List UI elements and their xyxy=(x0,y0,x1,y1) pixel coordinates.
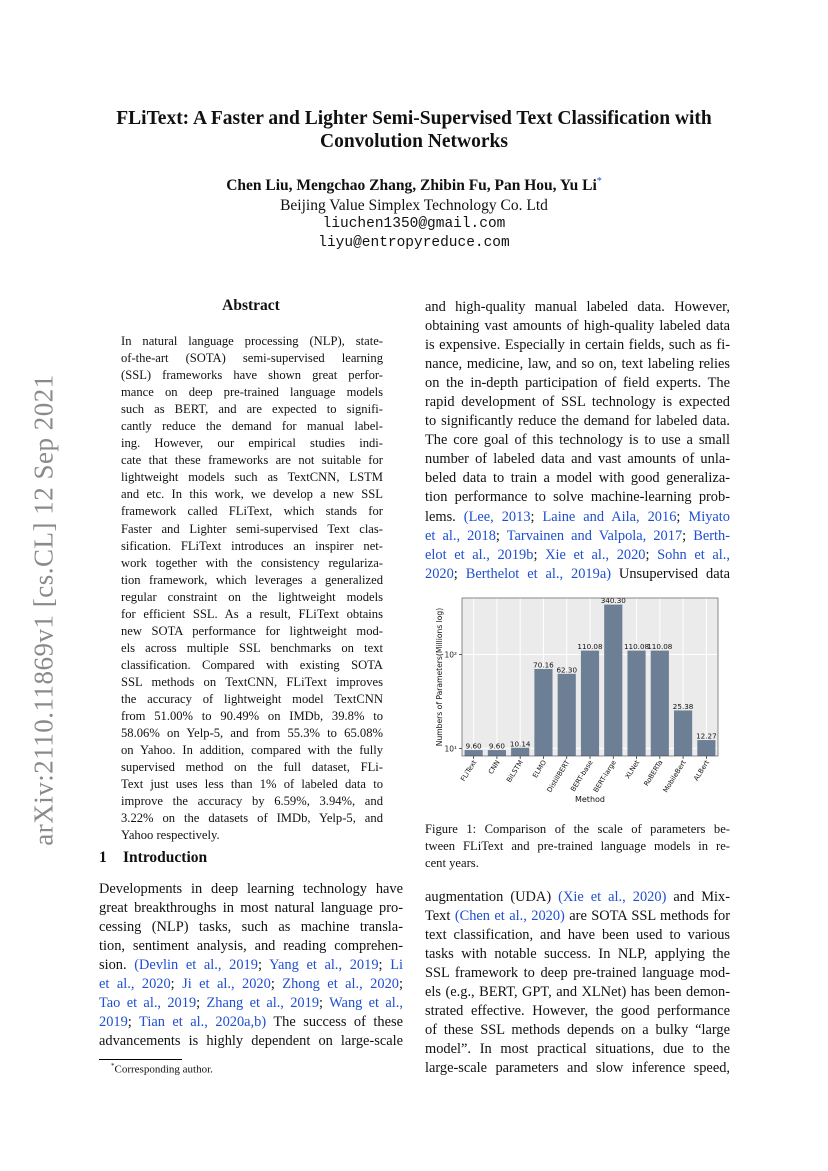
citation-link[interactable]: Zhong et al., 2020 xyxy=(282,976,399,993)
text-line xyxy=(425,469,730,488)
text-run: obtaining vast amounts of high-quality labeled data xyxy=(425,318,730,335)
bar-value-label: 9.60 xyxy=(465,741,482,751)
abstract-line: the accuracy of lightweight model TextCNN xyxy=(121,691,383,706)
text-line xyxy=(425,355,730,374)
text-run: Unsupervised data xyxy=(611,565,730,582)
citation-link[interactable]: Zhang et al., 2019 xyxy=(206,995,320,1012)
abstract-line: 58.06% on Yelp-5, and from 55.3% to 65.08% xyxy=(121,726,383,741)
text-run: ; xyxy=(270,976,283,993)
abstract-line: mance on deep pre-trained language models xyxy=(121,385,383,400)
text-run: sion. xyxy=(99,957,135,974)
text-run: model”. In most practical situations, due to the xyxy=(425,1041,730,1058)
text-run: ; xyxy=(533,546,546,563)
citation-link[interactable]: et al., 2020 xyxy=(99,976,171,993)
right-column-top-text xyxy=(425,298,730,584)
text-run: cessing (NLP) tasks, such as machine transla- xyxy=(99,919,403,936)
text-run: ; xyxy=(453,565,466,582)
text-run: beled data to train a model with good generaliza- xyxy=(425,470,730,487)
bar xyxy=(674,710,692,756)
citation-link[interactable]: (Devlin et al., 2019 xyxy=(134,957,258,974)
text-line xyxy=(425,1040,730,1059)
abstract-line: 3.22% on the datasets of IMDb, Yelp-5, and xyxy=(121,811,383,826)
citation-link[interactable]: Ji et al., 2020 xyxy=(182,976,271,993)
abstract-line: for efficient SSL. As a result, FLiText obtains xyxy=(121,606,383,621)
abstract-line: tion framework, which leverages a generalized xyxy=(121,572,383,587)
citation-link[interactable]: (Xie et al., 2020) xyxy=(558,889,667,905)
author-list xyxy=(90,176,738,195)
text-run: text classification, and have been used to various xyxy=(425,927,730,944)
text-run: ; xyxy=(676,508,689,525)
text-run: ; xyxy=(196,995,207,1012)
text-run: ; xyxy=(257,957,270,974)
title-line-2: Convolution Networks xyxy=(320,131,508,152)
abstract-line: Faster and Lighter semi-supervised Text clas- xyxy=(121,521,383,536)
text-line xyxy=(425,546,730,565)
x-tick-label: CNN xyxy=(486,758,502,776)
bar-value-label: 9.60 xyxy=(488,741,505,751)
bar xyxy=(604,605,622,756)
text-run: number of labeled data and vast amounts of unla- xyxy=(425,451,730,468)
abstract-line: In natural language processing (NLP), state- xyxy=(121,334,383,348)
text-run: ; xyxy=(530,508,543,525)
abstract-line: work together with the consistency regulariza- xyxy=(121,555,383,570)
abstract-line: new SOTA performance for lightweight mod- xyxy=(121,623,383,638)
text-line xyxy=(425,888,730,907)
citation-link[interactable]: 2019 xyxy=(99,1014,128,1031)
citation-link[interactable]: Wang et al., xyxy=(329,995,403,1012)
right-column-bottom-text xyxy=(425,888,730,1078)
citation-link[interactable]: Berth- xyxy=(693,527,730,544)
bar xyxy=(465,750,483,756)
arxiv-identifier: arXiv:2110.11869v1 [cs.CL] 12 Sep 2021 xyxy=(28,374,59,846)
text-run: great breakthroughs in most natural language pro- xyxy=(99,900,403,917)
x-tick-label: BERT-base xyxy=(569,758,595,794)
footnote-text: Corresponding author. xyxy=(114,1063,213,1076)
citation-link[interactable]: elot et al., 2019b xyxy=(425,546,534,563)
text-run: rapid development of SSL technology is expected xyxy=(425,394,730,411)
text-line xyxy=(425,336,730,355)
citation-link[interactable]: (Chen et al., 2020) xyxy=(454,908,565,925)
text-run: The success of these xyxy=(266,1014,403,1031)
y-tick-label: 10² xyxy=(444,650,457,660)
citation-link[interactable]: Berthelot et al., 2019a) xyxy=(465,565,611,582)
text-line xyxy=(425,1059,730,1078)
text-line xyxy=(99,937,403,956)
x-tick-label: ELMO xyxy=(531,758,549,780)
bar xyxy=(534,669,552,756)
text-run: ; xyxy=(127,1014,140,1031)
bar xyxy=(697,740,715,756)
abstract-line: Text just uses less than 1% of labeled data to xyxy=(121,777,383,792)
text-run: nance, medicine, law, and so on, text labeling relies xyxy=(425,356,730,373)
citation-link[interactable]: Tarvainen and Valpola, 2017 xyxy=(506,527,683,544)
text-run: ; xyxy=(495,527,507,544)
text-line xyxy=(425,393,730,412)
text-run: advancements is highly dependent on large-scale xyxy=(99,1033,403,1050)
section-number: 1 xyxy=(99,849,107,866)
abstract-line: from 51.00% to 90.49% on IMDb, 39.8% to xyxy=(121,709,383,724)
y-tick-label: 10¹ xyxy=(444,744,457,754)
x-axis-label: Method xyxy=(574,795,606,804)
text-line xyxy=(99,880,403,899)
citation-link[interactable]: Tao et al., 2019 xyxy=(99,995,197,1012)
text-line xyxy=(99,956,403,975)
text-line xyxy=(425,964,730,983)
abstract-line: sification. FLiText introduces an inspirer net- xyxy=(121,538,383,553)
abstract-body xyxy=(121,333,383,844)
text-line xyxy=(99,1013,403,1032)
text-run: Developments in deep learning technology have xyxy=(99,881,403,897)
abstract-line: improve the accuracy by 6.59%, 3.94%, and xyxy=(121,794,383,809)
text-run: ; xyxy=(378,957,391,974)
text-run: ; xyxy=(645,546,658,563)
x-tick-label: XLNet xyxy=(623,758,642,781)
text-run: tasks with notable success. In NLP, applying the xyxy=(425,946,730,963)
bar-value-label: 12.27 xyxy=(696,731,717,741)
text-line xyxy=(425,508,730,527)
y-axis-label: Numbers of Parameters(Millions log) xyxy=(435,607,444,747)
abstract-line: cate that these frameworks are not suitable for xyxy=(121,453,383,468)
text-run: to significantly reduce the demand for labeled data. xyxy=(425,413,730,430)
text-line xyxy=(425,431,730,450)
text-run: augmentation (UDA) xyxy=(425,889,559,905)
text-line xyxy=(425,926,730,945)
abstract-line: SSL methods on TextCNN, FLiText improves xyxy=(121,674,383,689)
caption-line: Figure 1: Comparison of the scale of parameters be- xyxy=(425,822,730,836)
citation-link[interactable]: Yang et al., 2019 xyxy=(269,957,379,974)
x-tick-label: FLiText xyxy=(459,758,479,783)
text-line xyxy=(425,983,730,1002)
x-tick-label: DistillBERT xyxy=(545,758,572,794)
text-line xyxy=(99,918,403,937)
abstract-line: regular constraint on the lightweight models xyxy=(121,589,383,604)
x-tick-label: BiLSTM xyxy=(505,758,525,784)
citation-link[interactable]: Xie et al., 2020 xyxy=(545,546,646,563)
abstract-line: ing. However, our empirical studies indi- xyxy=(121,436,383,451)
abstract-line: cantly reduce the demand for manual label- xyxy=(121,419,383,434)
text-run: ; xyxy=(682,527,694,544)
bar-chart-svg xyxy=(432,596,728,812)
abstract-line: supervised method on the full dataset, FLi- xyxy=(121,760,383,775)
text-line xyxy=(99,975,403,994)
text-line xyxy=(425,945,730,964)
text-run: and Mix- xyxy=(666,889,730,905)
text-run: SSL framework to deep pre-trained language mod- xyxy=(425,965,730,982)
section-heading-introduction xyxy=(99,849,207,867)
section-title: Introduction xyxy=(123,849,208,866)
text-run: tion performance to solve machine-learning prob- xyxy=(425,489,730,506)
footnote xyxy=(111,1062,213,1076)
text-line xyxy=(425,1021,730,1040)
abstract-line: on Yahoo. In addition, compared with the fully xyxy=(121,743,383,758)
text-run: are SOTA SSL methods for xyxy=(564,908,730,925)
bar xyxy=(581,651,599,756)
text-line xyxy=(425,298,730,317)
citation-link[interactable]: Miyato xyxy=(688,508,730,525)
text-line xyxy=(425,374,730,393)
bar-value-label: 25.38 xyxy=(672,701,694,711)
citation-link[interactable]: (Lee, 2013 xyxy=(463,508,531,525)
footnote-divider xyxy=(99,1059,182,1060)
figure-1-caption xyxy=(425,821,730,872)
author-names: Chen Liu, Mengchao Zhang, Zhibin Fu, Pan Hou, Yu Li xyxy=(226,177,597,195)
text-run: Text xyxy=(425,908,455,925)
abstract-line: framework called FLiText, which stands for xyxy=(121,504,383,519)
email-2: liyu@entropyreduce.com xyxy=(318,235,510,251)
abstract-line: and etc. In this work, we develop a new SSL xyxy=(121,487,383,502)
text-run: on the in-depth participation of field experts. The xyxy=(425,375,730,392)
abstract-line: (SSL) frameworks have shown great perfor- xyxy=(121,368,383,383)
introduction-body xyxy=(99,880,403,1051)
abstract-line: lightweight models such as TextCNN, LSTM xyxy=(121,470,383,485)
text-run: ; xyxy=(170,976,183,993)
figure-1-chart xyxy=(432,596,728,812)
bar-value-label: 10.14 xyxy=(509,739,531,749)
affiliation: Beijing Value Simplex Technology Co. Ltd xyxy=(280,197,548,214)
text-line xyxy=(99,899,403,918)
citation-link[interactable]: 2020 xyxy=(425,565,454,582)
abstract-line: such as BERT, and are expected to signifi- xyxy=(121,402,383,417)
caption-line: cent years. xyxy=(425,856,479,870)
bar xyxy=(488,750,506,756)
text-run: lems. xyxy=(425,508,464,525)
citation-link[interactable]: Laine and Aila, 2016 xyxy=(542,508,677,525)
x-tick-label: ALBert xyxy=(692,758,712,783)
bar xyxy=(651,651,669,756)
abstract-heading: Abstract xyxy=(222,297,280,314)
bar-value-label: 110.08 xyxy=(623,642,650,652)
title-line-1: FLiText: A Faster and Lighter Semi-Supervised Text Classification with xyxy=(116,108,712,129)
text-line xyxy=(425,412,730,431)
abstract-line: Yahoo respectively. xyxy=(121,828,220,843)
x-tick-label: BERT-large xyxy=(591,758,618,794)
text-line xyxy=(425,317,730,336)
x-tick-label: RoBERTa xyxy=(642,758,665,788)
text-run: of these SSL methods depends on a bulky “large xyxy=(425,1022,730,1039)
caption-line: tween FLiText and pre-trained language models in re- xyxy=(425,839,730,853)
abstract-line: els across multiple SSL benchmarks on text xyxy=(121,640,383,655)
bar xyxy=(627,651,645,756)
bar-value-label: 62.30 xyxy=(556,665,578,675)
citation-link[interactable]: Li xyxy=(390,957,403,974)
email-1: liuchen1350@gmail.com xyxy=(322,216,506,232)
text-run: The core goal of this technology is to use a small xyxy=(425,432,730,449)
text-run: ; xyxy=(319,995,330,1012)
text-line xyxy=(425,488,730,507)
text-run: els (e.g., BERT, GPT, and XLNet) has been demon- xyxy=(425,984,730,1001)
author-footnote-mark[interactable]: * xyxy=(596,176,602,187)
bar xyxy=(511,748,529,756)
text-line xyxy=(425,565,730,584)
citation-link[interactable]: Sohn et al., xyxy=(657,546,730,563)
bar xyxy=(558,674,576,756)
abstract-line: of-the-art (SOTA) semi-supervised learning xyxy=(121,351,383,366)
bar-value-label: 110.08 xyxy=(647,642,673,652)
text-line xyxy=(99,994,403,1013)
text-run: tion, sentiment analysis, and reading comprehen- xyxy=(99,938,403,955)
citation-link[interactable]: Tian et al., 2020a,b) xyxy=(139,1014,267,1031)
x-tick-label: MobileBert xyxy=(661,758,688,795)
text-line xyxy=(99,1032,403,1051)
abstract-line: classification. Compared with existing SOTA xyxy=(121,657,383,672)
bar-value-label: 340.30 xyxy=(600,596,626,606)
text-run: and high-quality manual labeled data. However, xyxy=(425,299,730,315)
text-run: ; xyxy=(398,976,403,993)
citation-link[interactable]: et al., 2018 xyxy=(425,527,496,544)
text-line xyxy=(425,907,730,926)
text-line xyxy=(425,1002,730,1021)
paper-title xyxy=(90,107,738,153)
bar-value-label: 70.16 xyxy=(533,660,554,670)
text-line xyxy=(425,527,730,546)
text-run: large-scale parameters and slow inference speed, xyxy=(425,1060,730,1077)
text-run: is expensive. Especially in certain fields, such as fi- xyxy=(425,337,730,354)
footnote-mark: * xyxy=(111,1062,115,1070)
text-run: strated effective. However, the good performance xyxy=(425,1003,730,1020)
bar-value-label: 110.08 xyxy=(577,642,603,652)
text-line xyxy=(425,450,730,469)
